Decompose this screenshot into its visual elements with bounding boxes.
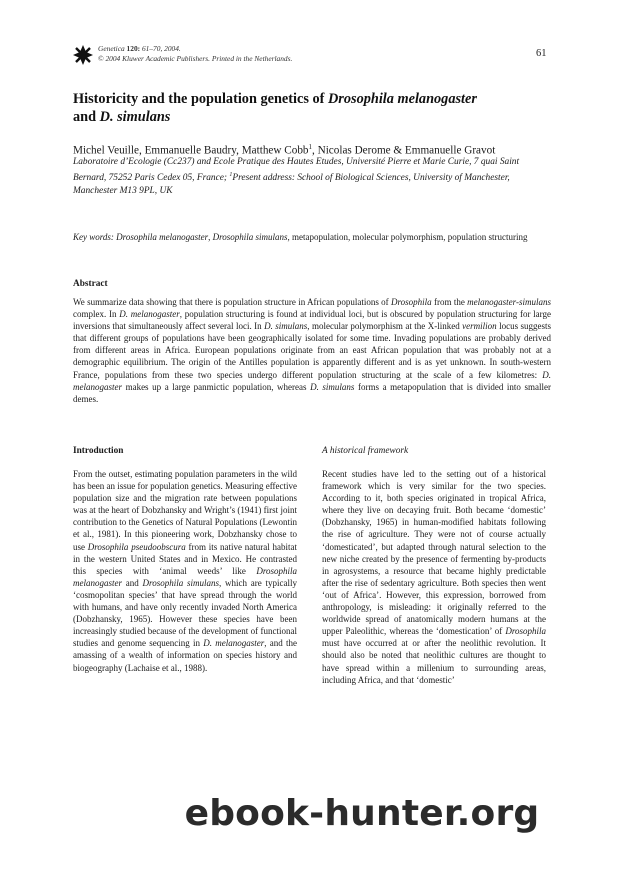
copyright-line: © 2004 Kluwer Academic Publishers. Printed in the Netherlands.	[98, 54, 293, 63]
introduction-body: From the outset, estimating population parameters in the wild has been an issue for population genetics. Measuring effective population size and the migration rate between populations was at the heart of Dobzhansky and Wright’s (1941) first joint contribution to the Genetics of Natural Populations (Lewontin et al., 1981). In this pioneering work, Dobzhansky chose to use Drosophila pseudoobscura from its native natural habitat in the western United States and in Mexico. He contrasted this species with ‘animal weeds’ like Drosophila melanogaster and Drosophila simulans, which are typically ‘cosmopolitan species’ that have spread through the world with humans, and have only recently invaded North America (Dobzhansky, 1965). However these species have been increasingly studied because of the development of functional studies and genome sequencing in D. melanogaster, and the amassing of a wealth of information on species history and biogeography (Lachaise et al., 1988).	[73, 469, 298, 673]
journal-volume: 120:	[126, 44, 141, 53]
page-number: 61	[536, 48, 547, 59]
publisher-logo-icon	[72, 44, 94, 66]
journal-header	[98, 44, 292, 64]
introduction-heading: Introduction	[73, 446, 124, 456]
abstract-body: We summarize data showing that there is population structure in African populations of Drosophila from the melanogaster-simulans complex. In D. melanogaster, population structuring is found at individual loci, but is obscured by population structuring for large inversions that simultaneously affect several loci. In D. simulans, molecular polymorphism at the X-linked vermilion locus suggests that different groups of populations have been geographically isolated for some time. Invading populations are probably derived from different areas in Africa. European populations originate from an east African population that was probably not at a demographic equilibrium. The origin of the Antilles population is apparently different and is as yet unknown. In south-western France, populations from these two species undergo different population structuring at the scale of a few kilometres: D. melanogaster makes up a large panmictic population, whereas D. simulans forms a metapopulation that is divided into smaller demes.	[73, 297, 552, 404]
historical-framework-heading: A historical framework	[322, 446, 409, 456]
journal-pages: 61–70, 2004.	[141, 44, 181, 53]
paper-title: Historicity and the population genetics of Drosophila melanogaster and D. simulans	[73, 91, 477, 125]
abstract-heading: Abstract	[73, 279, 108, 289]
author-list: Michel Veuille, Emmanuelle Baudry, Matthew Cobb$^1$, Nicolas Derome & Emmanuelle Gravot	[73, 143, 496, 157]
journal-name: Genetica	[98, 44, 125, 53]
keywords: Key words: Drosophila melanogaster, Drosophila simulans, metapopulation, molecular polymorphism, population structuring	[73, 232, 528, 242]
historical-framework-body: Recent studies have led to the setting out of a historical framework which is very similar for the two species. According to it, both species originated in tropical Africa, where they live on decaying fruit. Both became ‘domestic’ (Dobzhansky, 1965) in human-modified habitats following the rise of agriculture. They were not of course actually ‘domesticated’, but adapted through natural selection to the new niche created by the presence of fermenting by-products in agrosystems, a resource that became highly predictable after the rise of sedentary agriculture. Both species then went ‘out of Africa’. However, this expression, borrowed from anthropology, is misleading: it originally referred to the worldwide spread of anatomically modern humans at the upper Paleolithic, whereas the ‘domestication’ of Drosophila must have occurred at or after the neolithic revolution. It should also be noted that neolithic cultures are thought to have spread within a millenium to surrounding areas, including Africa, and that ‘domestic’	[322, 469, 546, 685]
affiliation: Laboratoire d’Ecologie (Cc237) and Ecole Pratique des Hautes Etudes, Université Pierre et Marie Curie, 7 quai Saint Bernard, 75252 Paris Cedex 05, France; $^1$Present address: School of Biological Sciences, University of Manchester, Manchester M13 9PL, UK	[73, 157, 520, 197]
watermark: ebook-hunter.org	[184, 793, 540, 834]
